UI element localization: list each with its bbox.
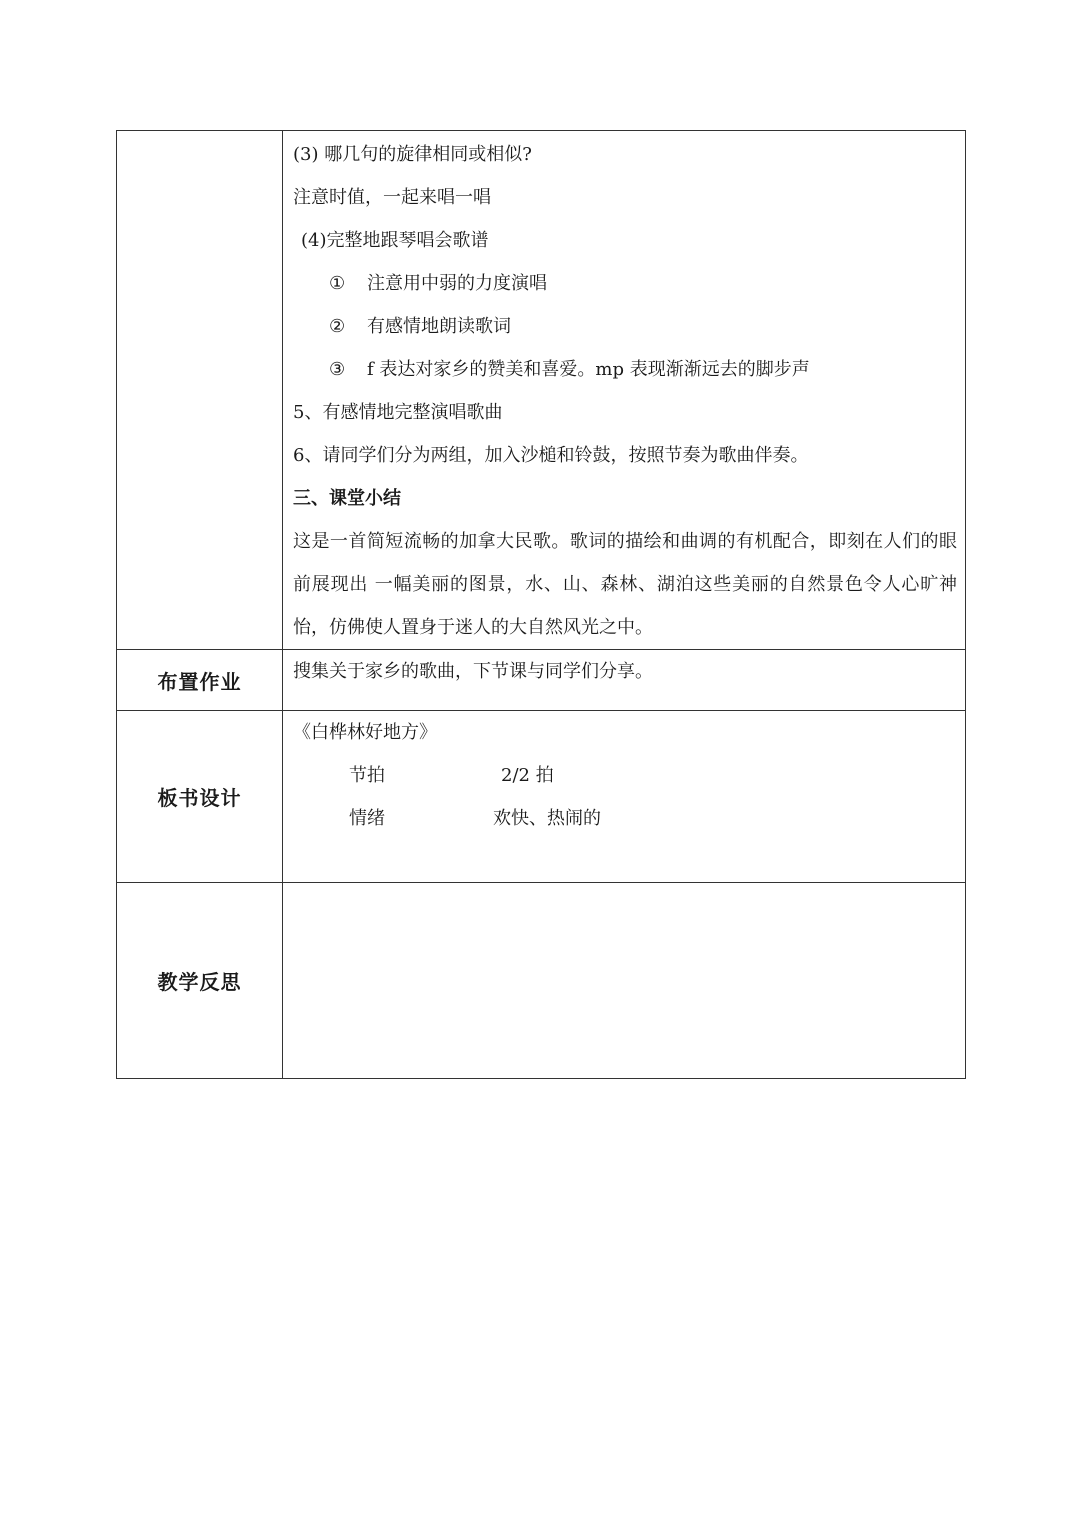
subitem-1-text: 注意用中弱的力度演唱: [367, 273, 547, 294]
board-row-mood-value: 欢快、热闹的: [493, 808, 601, 829]
reflection-content-cell: [283, 883, 966, 1079]
board-title: 《白桦林好地方》: [293, 722, 437, 743]
lesson-plan-table: [116, 130, 966, 1079]
board-row-meter-value: 2/2 拍: [501, 765, 554, 786]
step-5: 5、有感情地完整演唱歌曲: [293, 402, 503, 423]
board-design-row: [117, 711, 966, 883]
subitem-3-text: f 表达对家乡的赞美和喜爱。mp 表现渐渐远去的脚步声: [367, 359, 810, 380]
subitem-2-text: 有感情地朗读歌词: [367, 316, 511, 337]
board-row-meter: [293, 754, 957, 797]
homework-content-cell: [283, 650, 966, 711]
subitem-1-marker: ①: [329, 273, 346, 294]
subitem-3: [293, 348, 957, 391]
board-row-meter-key: 节拍: [349, 765, 385, 786]
summary-paragraph: 这是一首简短流畅的加拿大民歌。歌词的描绘和曲调的有机配合，即刻在人们的眼前展现出 一幅美丽的图景，水、山、森林、湖泊这些美丽的自然景色令人心旷神怡，仿佛使人置身于迷人的大自然风光之中。: [293, 531, 957, 638]
board-row-mood: [293, 797, 957, 840]
board-row-mood-key: 情绪: [349, 808, 385, 829]
subitem-2: [293, 305, 957, 348]
homework-row: [117, 650, 966, 711]
homework-text: 搜集关于家乡的歌曲，下节课与同学们分享。: [293, 661, 653, 682]
reflection-label: 教学反思: [117, 883, 283, 1079]
homework-label: 布置作业: [117, 650, 283, 711]
summary-heading: 三、课堂小结: [293, 488, 401, 509]
question-3: (3) 哪几句的旋律相同或相似?: [293, 144, 532, 165]
reflection-row: [117, 883, 966, 1079]
teaching-process-row: [117, 131, 966, 650]
subitem-1: [293, 262, 957, 305]
step-6: 6、请同学们分为两组，加入沙槌和铃鼓，按照节奏为歌曲伴奏。: [293, 445, 809, 466]
board-design-content-cell: [283, 711, 966, 883]
subitem-3-marker: ③: [329, 359, 346, 380]
question-4: (4)完整地跟琴唱会歌谱: [301, 230, 489, 251]
teaching-process-label-cell: [117, 131, 283, 650]
subitem-2-marker: ②: [329, 316, 346, 337]
teaching-process-content-cell: [283, 131, 966, 650]
note-duration: 注意时值，一起来唱一唱: [293, 187, 491, 208]
board-design-label: 板书设计: [117, 711, 283, 883]
